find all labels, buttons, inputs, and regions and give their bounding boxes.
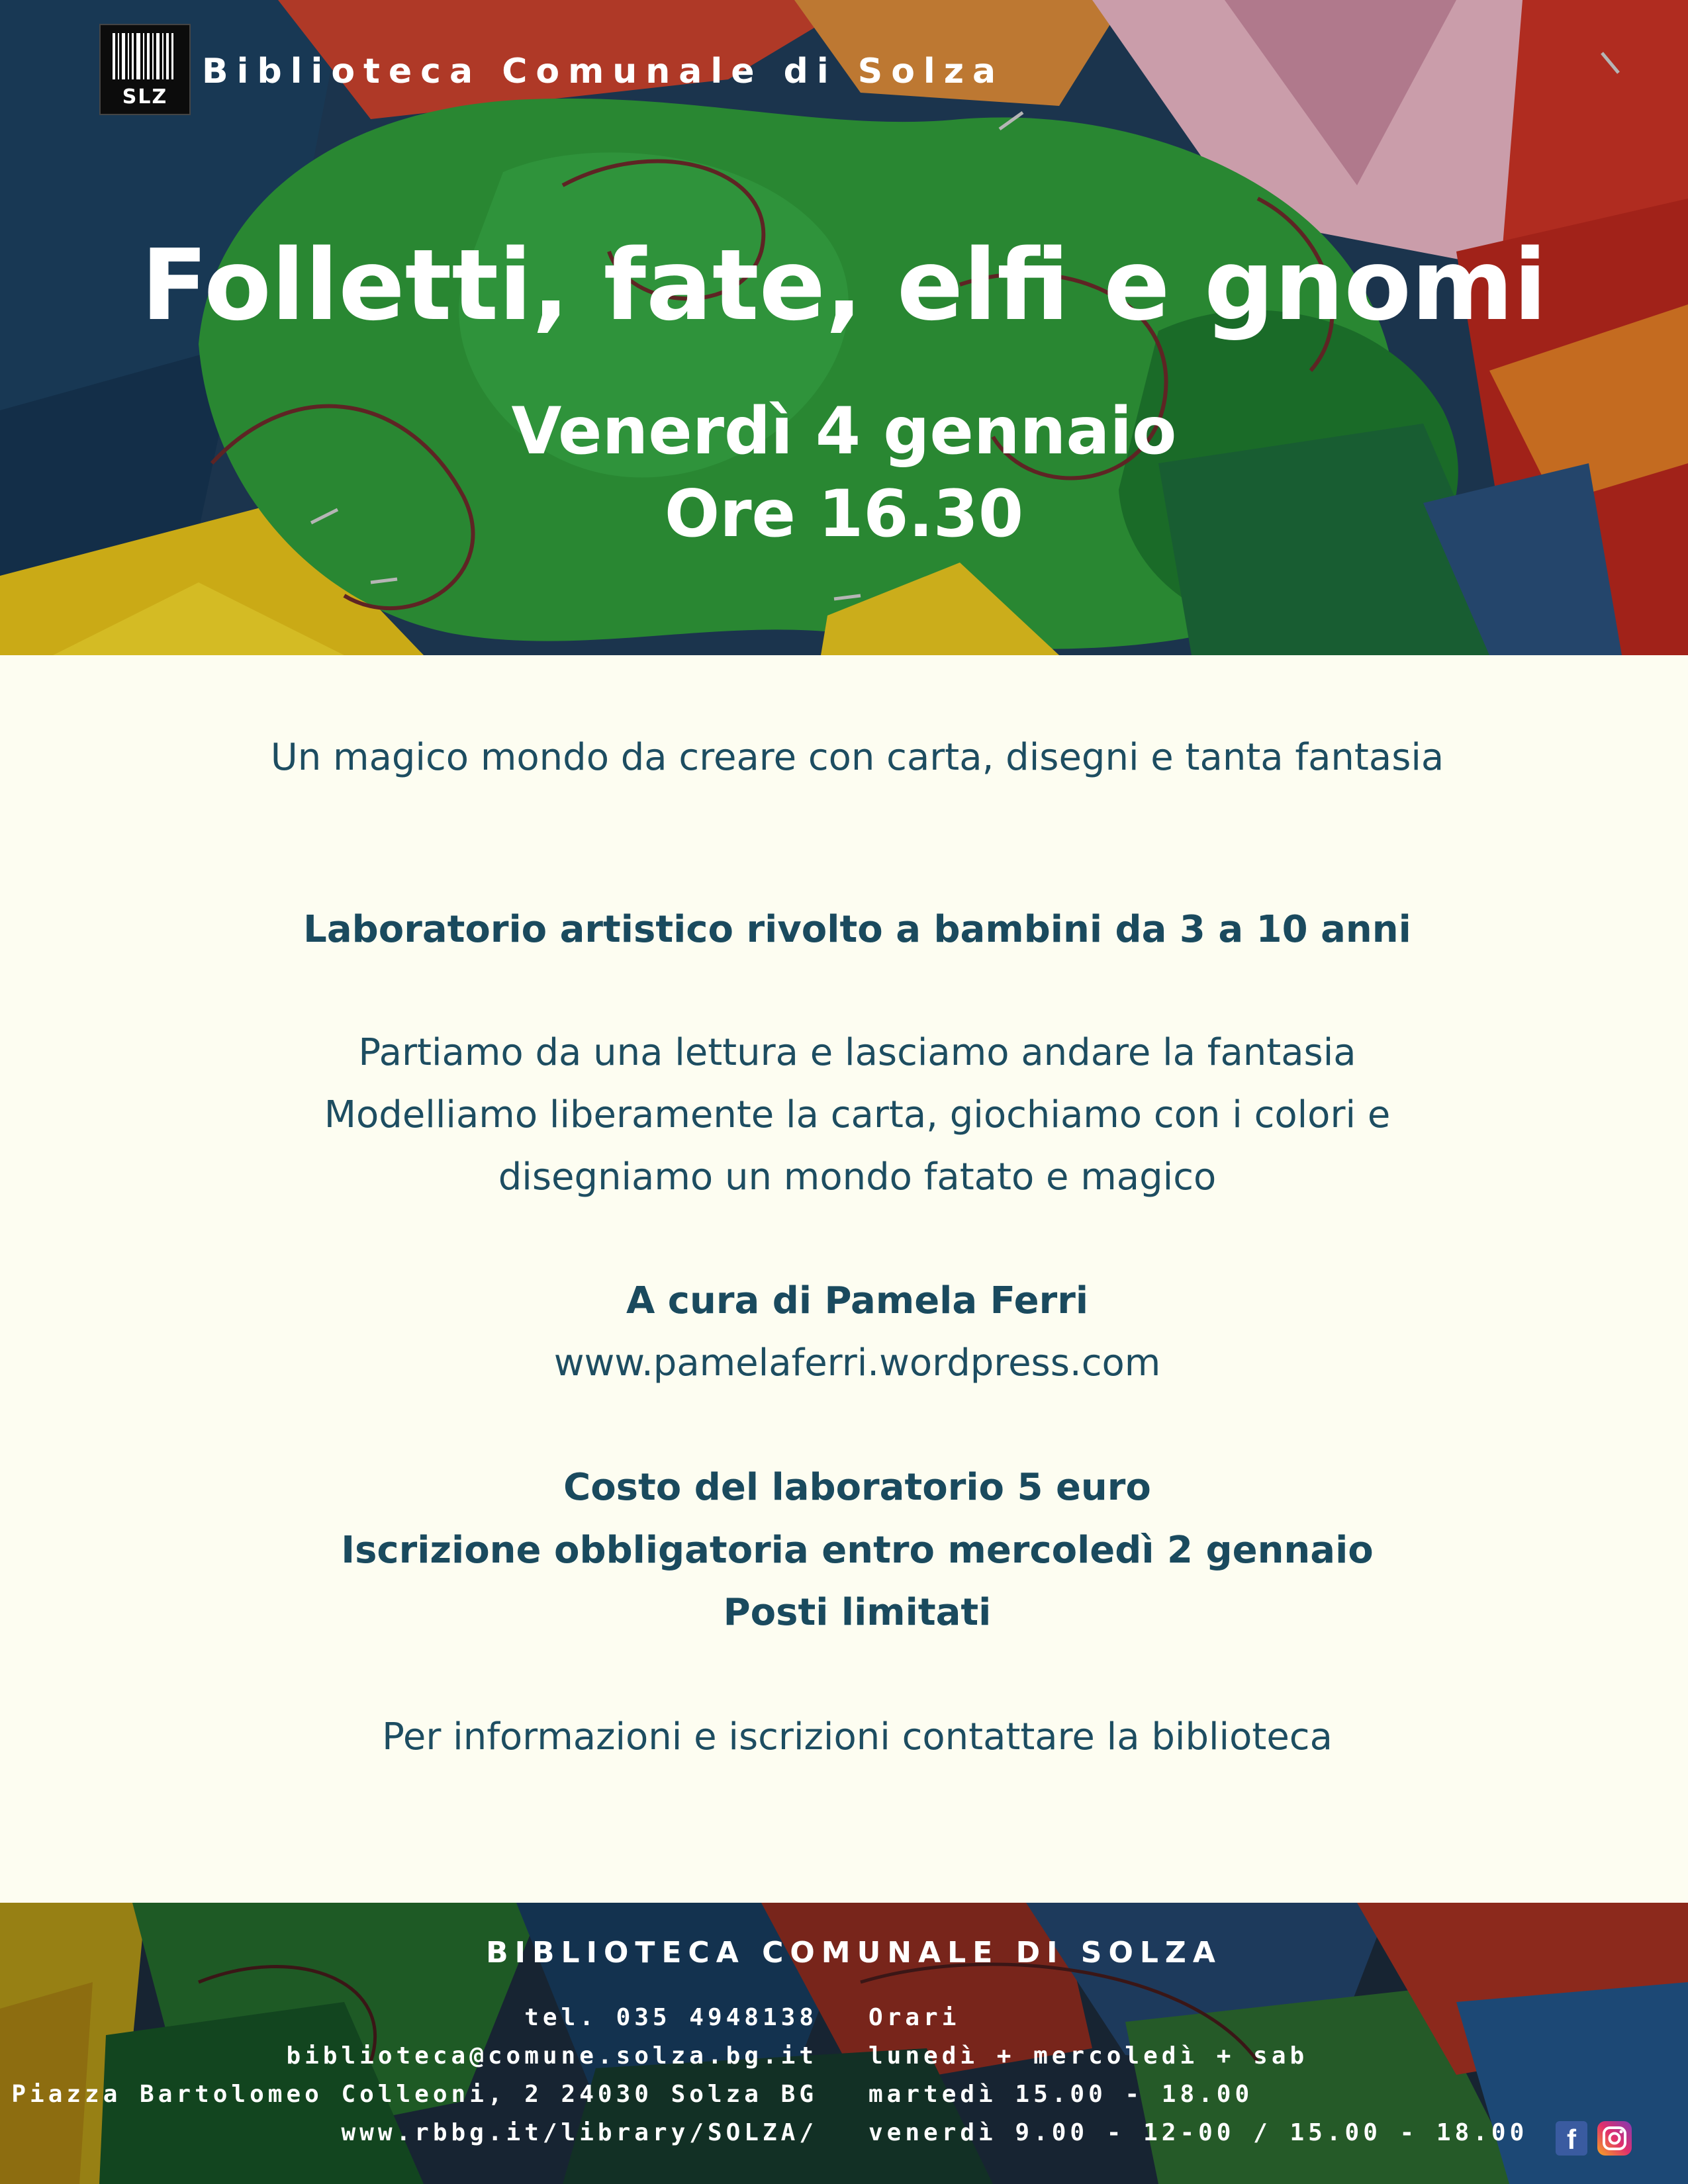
footer — [0, 1903, 1688, 2184]
event-date: Venerdì 4 gennaio — [511, 394, 1177, 469]
registration-deadline: Iscrizione obbligatoria entro mercoledì 2 gennaio — [341, 1529, 1374, 1572]
audience-heading: Laboratorio artistico rivolto a bambini da 3 a 10 anni — [303, 908, 1411, 951]
barcode-icon — [111, 33, 177, 79]
website-link[interactable]: www.rbbg.it/library/SOLZA/ — [341, 2119, 818, 2146]
hours-line-3: venerdì 9.00 - 12-00 / 15.00 - 18.00 — [868, 2119, 1528, 2146]
event-title: Folletti, fate, elfi e gnomi — [141, 228, 1547, 342]
description-line-3: disegniamo un mondo fatato e magico — [498, 1156, 1217, 1199]
cost: Costo del laboratorio 5 euro — [563, 1466, 1151, 1509]
description-line-2: Modelliamo liberamente la carta, giochiamo con i colori e — [324, 1093, 1391, 1136]
curator: A cura di Pamela Ferri — [626, 1279, 1089, 1322]
logo-text: SLZ — [122, 85, 168, 109]
description-line-1: Partiamo da una lettura e lasciamo andare la fantasia — [358, 1031, 1356, 1074]
contact-block — [11, 1999, 818, 2152]
event-time: Ore 16.30 — [664, 477, 1024, 552]
header-banner — [0, 0, 1688, 655]
library-name: Biblioteca Comunale di Solza — [202, 52, 1005, 91]
library-logo — [99, 24, 191, 115]
email-link[interactable]: biblioteca@comune.solza.bg.it — [286, 2042, 818, 2070]
footer-title: BIBLIOTECA COMUNALE DI SOLZA — [486, 1936, 1222, 1970]
opening-hours — [868, 1999, 1528, 2152]
curator-website-link[interactable]: www.pamelaferri.wordpress.com — [553, 1342, 1161, 1385]
tagline: Un magico mondo da creare con carta, disegni e tanta fantasia — [270, 736, 1444, 779]
hours-line-2: martedì 15.00 - 18.00 — [868, 2081, 1254, 2108]
limited-seats: Posti limitati — [723, 1591, 992, 1634]
phone: tel. 035 4948138 — [524, 2004, 818, 2031]
facebook-icon[interactable]: f — [1556, 2121, 1587, 2156]
info-contact: Per informazioni e iscrizioni contattare la biblioteca — [382, 1715, 1333, 1758]
hours-label: Orari — [868, 2004, 961, 2031]
instagram-icon[interactable] — [1597, 2121, 1632, 2156]
hours-line-1: lunedì + mercoledì + sab — [868, 2042, 1309, 2070]
social-links — [1556, 2121, 1632, 2156]
address: Piazza Bartolomeo Colleoni, 2 24030 Solza BG — [11, 2081, 818, 2108]
